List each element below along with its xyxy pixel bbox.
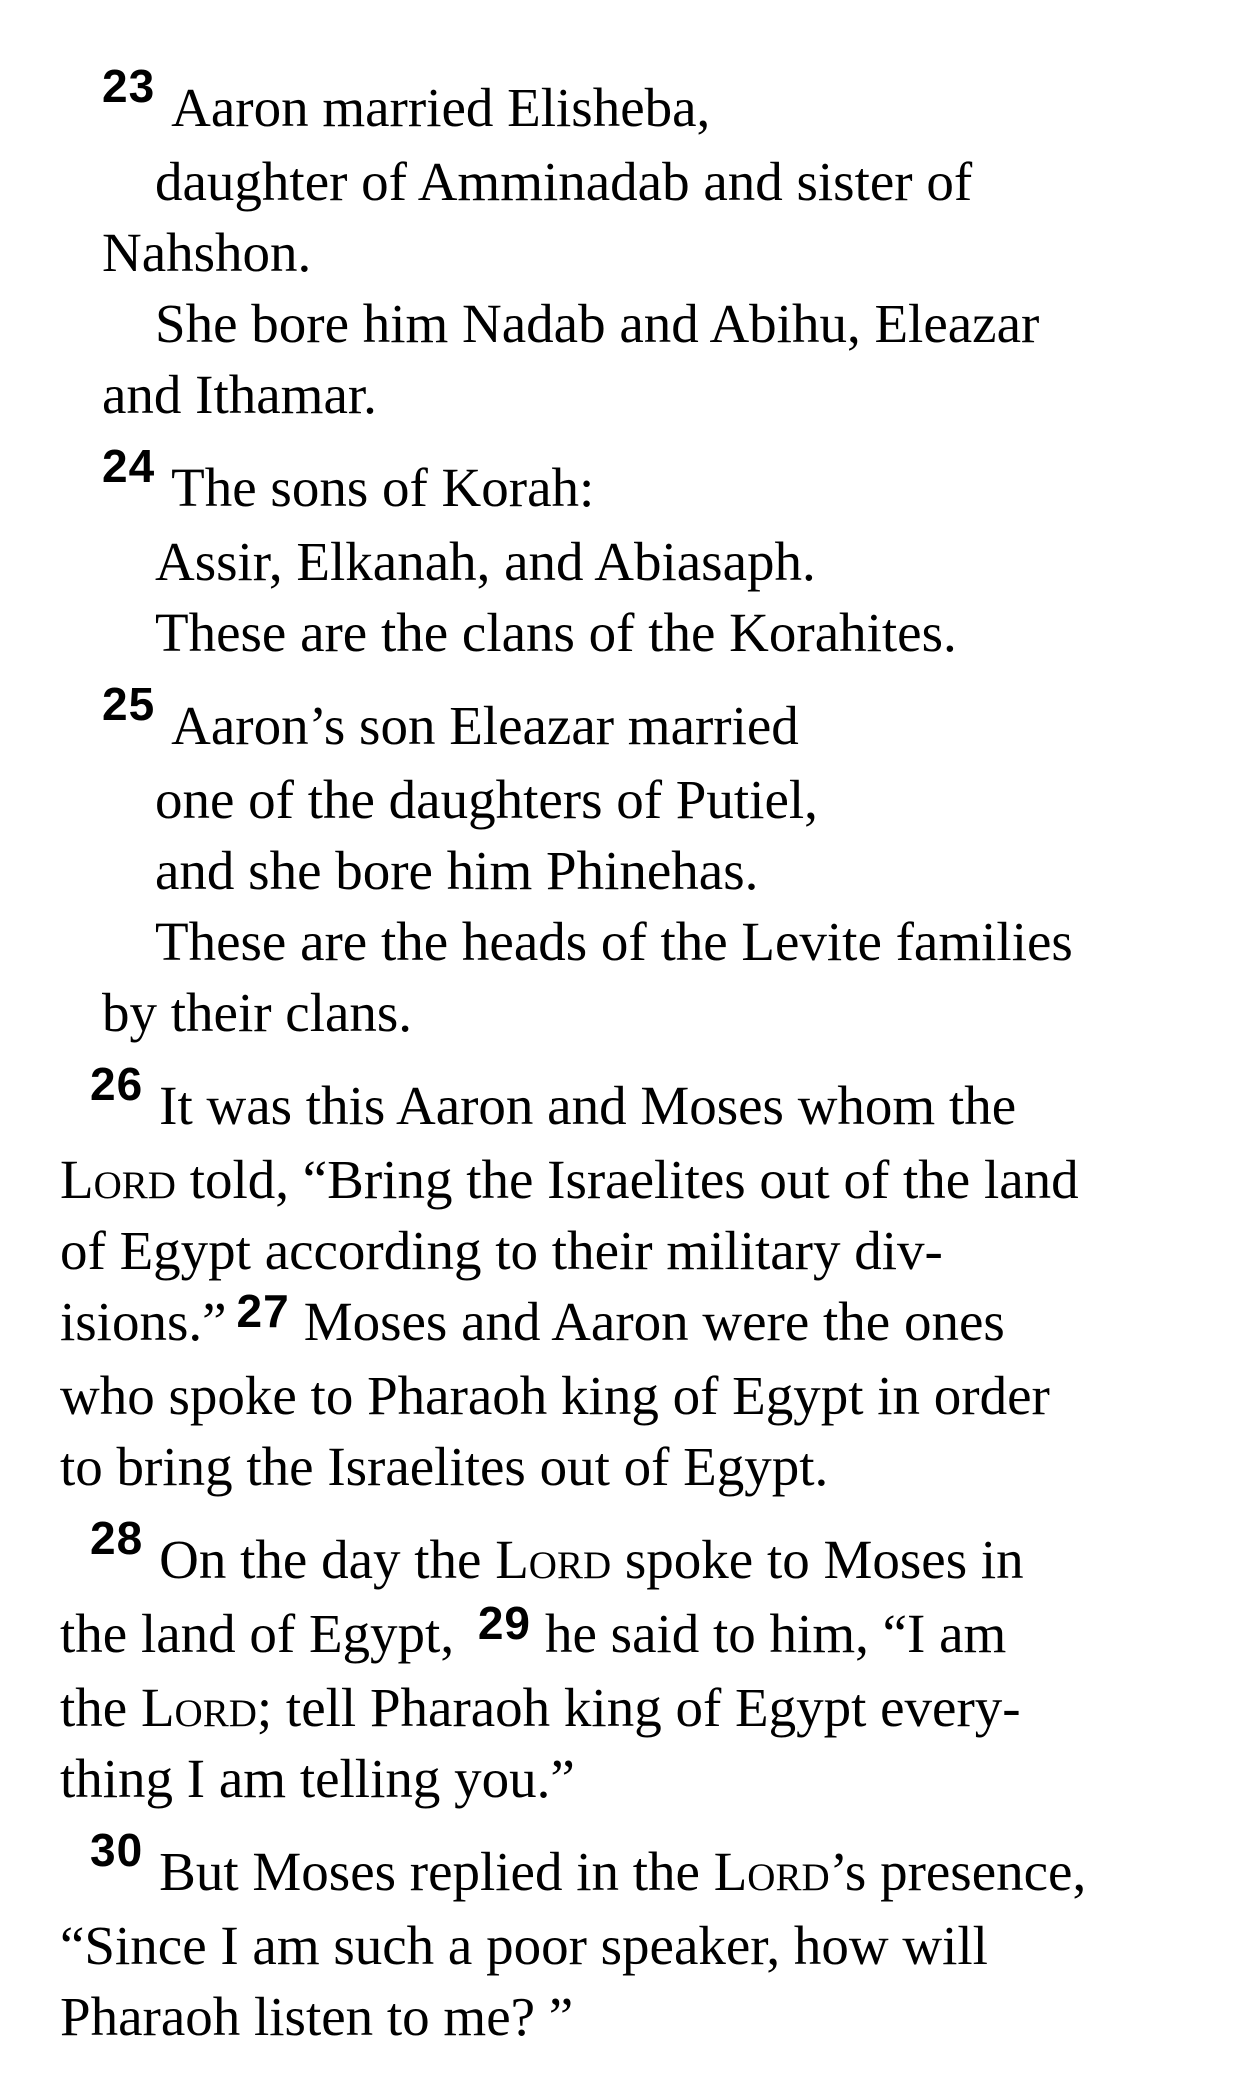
verse-line (60, 764, 1202, 835)
verse-paragraph-24 (60, 440, 1202, 668)
verse-line (60, 1672, 1202, 1743)
verse-paragraph-30 (60, 1824, 1202, 2052)
verse-line (60, 1512, 1202, 1598)
verse-number: 30 (90, 1824, 144, 1876)
verse-number: 29 (477, 1597, 531, 1649)
verse-line (60, 1058, 1202, 1144)
verse-number: 24 (102, 440, 156, 492)
verse-line (60, 597, 1202, 668)
verse-text: to bring the Israelites out of Egypt. (60, 1436, 829, 1497)
verse-line (60, 146, 1202, 217)
verse-text: and she bore him Phinehas. (155, 840, 759, 901)
verse-text: isions.” (60, 1291, 227, 1352)
verse-text: These are the heads of the Levite families (155, 911, 1073, 972)
verse-text: the land of Egypt, (60, 1603, 468, 1664)
verse-text: ; tell Pharaoh king of Egypt every- (256, 1677, 1021, 1738)
verse-text: It was this Aaron and Moses whom the (159, 1075, 1017, 1136)
verse-text: Nahshon. (102, 222, 312, 283)
verse-text: The sons of Korah: (171, 457, 595, 518)
verse-text: Pharaoh listen to me? ” (60, 1986, 574, 2047)
verse-number: 28 (90, 1512, 144, 1564)
verse-text: and Ithamar. (102, 364, 377, 425)
verse-line (60, 1824, 1202, 1910)
verse-text: he said to him, “I am (545, 1603, 1007, 1664)
verse-line (60, 526, 1202, 597)
verse-paragraph-25 (60, 678, 1202, 1048)
verse-text: But Moses replied in the (159, 1841, 714, 1902)
verse-text: told, “Bring the Israelites out of the land (175, 1149, 1079, 1210)
verse-line (60, 678, 1202, 764)
verse-text: of Egypt according to their military div- (60, 1220, 943, 1281)
verse-line (60, 1431, 1202, 1502)
verse-number: 25 (102, 678, 156, 730)
verse-text: Moses and Aaron were the ones (303, 1291, 1005, 1352)
verse-text: On the day the (159, 1529, 496, 1590)
verse-line (60, 1215, 1202, 1286)
verse-text: These are the clans of the Korahites. (155, 602, 957, 663)
verse-line (60, 1981, 1202, 2052)
verse-line (60, 1286, 1202, 1360)
verse-line (60, 906, 1202, 977)
verse-line (60, 1743, 1202, 1814)
divine-name-small-caps: Lord (495, 1529, 612, 1590)
verse-text: She bore him Nadab and Abihu, Eleazar (155, 293, 1040, 354)
divine-name-small-caps: Lord (713, 1841, 830, 1902)
verse-line (60, 217, 1202, 288)
verse-text: thing I am telling you.” (60, 1748, 575, 1809)
verse-line (60, 288, 1202, 359)
verse-text: spoke to Moses in (611, 1529, 1024, 1590)
verse-paragraph-26-27 (60, 1058, 1202, 1502)
verse-number: 27 (236, 1285, 290, 1337)
verse-line (60, 835, 1202, 906)
verse-line (60, 440, 1202, 526)
verse-text: one of the daughters of Putiel, (155, 769, 818, 830)
verse-line (60, 60, 1202, 146)
verse-line (60, 359, 1202, 430)
verse-line (60, 1910, 1202, 1981)
verse-line (60, 1360, 1202, 1431)
verse-text: “Since I am such a poor speaker, how will (60, 1915, 988, 1976)
verse-number: 23 (102, 60, 156, 112)
verse-line (60, 1144, 1202, 1215)
verse-text: daughter of Amminadab and sister of (155, 151, 973, 212)
verse-text: by their clans. (102, 982, 413, 1043)
verse-line (60, 977, 1202, 1048)
divine-name-small-caps: Lord (140, 1677, 257, 1738)
verse-text: who spoke to Pharaoh king of Egypt in order (60, 1365, 1050, 1426)
verse-line (60, 1598, 1202, 1672)
divine-name-small-caps: Lord (60, 1149, 176, 1210)
verse-text: Aaron married Elisheba, (171, 77, 711, 138)
verse-text: ’s presence, (829, 1841, 1087, 1902)
verse-paragraph-28-29 (60, 1512, 1202, 1814)
verse-number: 26 (90, 1058, 144, 1110)
verse-text: the (60, 1677, 141, 1738)
verse-paragraph-23 (60, 60, 1202, 430)
verse-text: Assir, Elkanah, and Abiasaph. (155, 531, 816, 592)
verse-text: Aaron’s son Eleazar married (171, 695, 799, 756)
